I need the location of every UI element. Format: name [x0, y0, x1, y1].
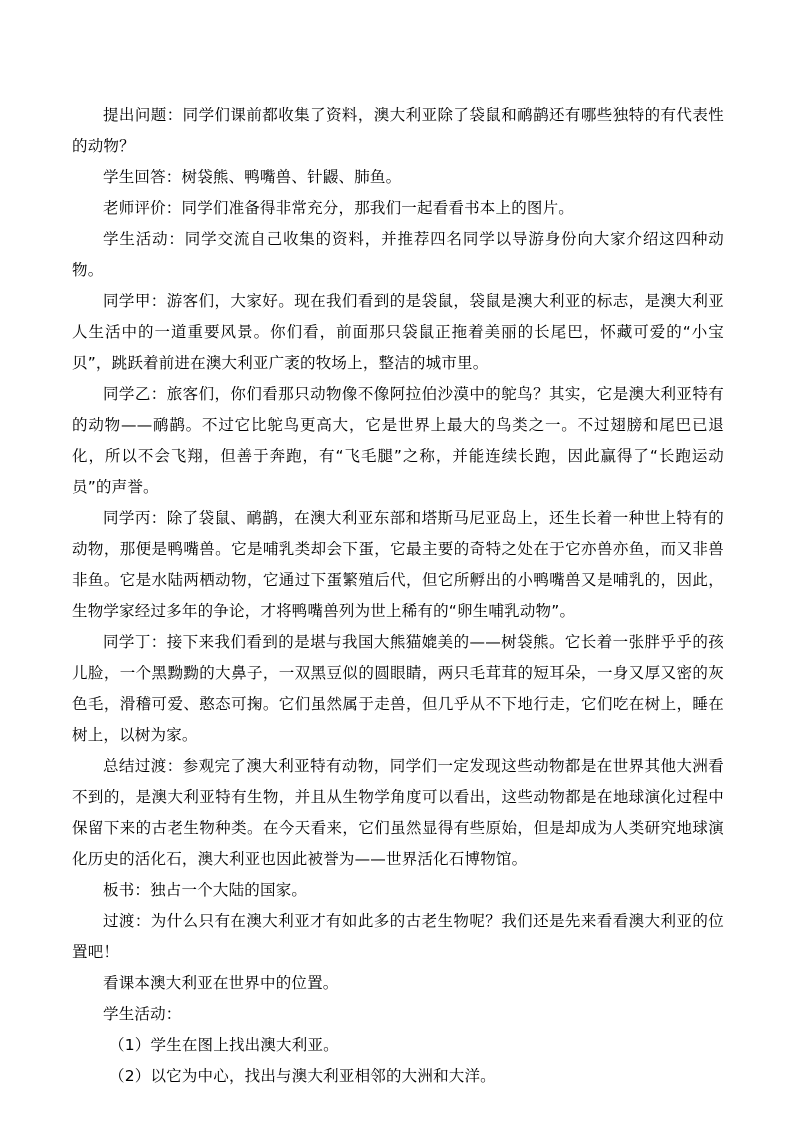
list-item-1: （1）学生在图上找出澳大利亚。: [109, 1036, 339, 1054]
list-item-2: （2）以它为中心，找出与澳大利亚相邻的大洲和大洋。: [109, 1067, 496, 1085]
paragraph-student-d: 同学丁：接下来我们看到的是堪与我国大熊猫媲美的——树袋熊。它长着一张胖乎乎的孩儿脸，一个黑黝黝的大鼻子，一双黑豆似的圆眼睛，两只毛茸茸的短耳朵，一身又厚又密的灰色毛，滑稽可爱、憨态可掬。它们虽然属于走兽，但几乎从不下地行走，它们吃在树上，睡在树上，以树为家。: [72, 633, 724, 744]
paragraph-activity-heading: 学生活动：: [103, 1005, 182, 1023]
paragraph-student-b: 同学乙：旅客们，你们看那只动物像不像阿拉伯沙漠中的鸵鸟？其实，它是澳大利亚特有的动物——鸸鹋。不过它比鸵鸟更高大，它是世界上最大的鸟类之一。不过翅膀和尾巴已退化，所以不会飞翔，但善于奔跑，有“飞毛腿”之称，并能连续长跑，因此赢得了“长跑运动员”的声誉。: [72, 385, 724, 496]
paragraph-blackboard: 板书：独占一个大陆的国家。: [103, 881, 308, 899]
paragraph-teacher-comment: 老师评价：同学们准备得非常充分，那我们一起看看书本上的图片。: [103, 199, 575, 217]
paragraph-student-answer: 学生回答：树袋熊、鸭嘴兽、针鼹、肺鱼。: [103, 168, 402, 186]
paragraph-question: 提出问题：同学们课前都收集了资料，澳大利亚除了袋鼠和鸸鹋还有哪些独特的有代表性的动物？: [72, 106, 724, 155]
paragraph-student-a: 同学甲：游客们，大家好。现在我们看到的是袋鼠，袋鼠是澳大利亚的标志，是澳大利亚人生活中的一道重要风景。你们看，前面那只袋鼠正拖着美丽的长尾巴，怀藏可爱的“小宝贝”，跳跃着前进在澳大利亚广袤的牧场上，整洁的城市里。: [72, 292, 724, 372]
paragraph-textbook: 看课本澳大利亚在世界中的位置。: [103, 974, 339, 992]
paragraph-student-c: 同学丙：除了袋鼠、鸸鹋，在澳大利亚东部和塔斯马尼亚岛上，还生长着一种世上特有的动物，那便是鸭嘴兽。它是哺乳类却会下蛋，它最主要的奇特之处在于它亦兽亦鱼，而又非兽非鱼。它是水陆两栖动物，它通过下蛋繁殖后代，但它所孵出的小鸭嘴兽又是哺乳的，因此，生物学家经过多年的争论，才将鸭嘴兽列为世上稀有的“卵生哺乳动物”。: [72, 509, 724, 620]
paragraph-transition: 过渡：为什么只有在澳大利亚才有如此多的古老生物呢？我们还是先来看看澳大利亚的位置吧！: [72, 912, 724, 961]
paragraph-student-activity: 学生活动：同学交流自己收集的资料，并推荐四名同学以导游身份向大家介绍这四种动物。: [72, 230, 724, 279]
document-body: [72, 100, 724, 1092]
paragraph-summary: 总结过渡：参观完了澳大利亚特有动物，同学们一定发现这些动物都是在世界其他大洲看不到的，是澳大利亚特有生物，并且从生物学角度可以看出，这些动物都是在地球演化过程中保留下来的古老生物种类。在今天看来，它们虽然显得有些原始，但是却成为人类研究地球演化历史的活化石，澳大利亚也因此被誉为——世界活化石博物馆。: [72, 757, 724, 868]
